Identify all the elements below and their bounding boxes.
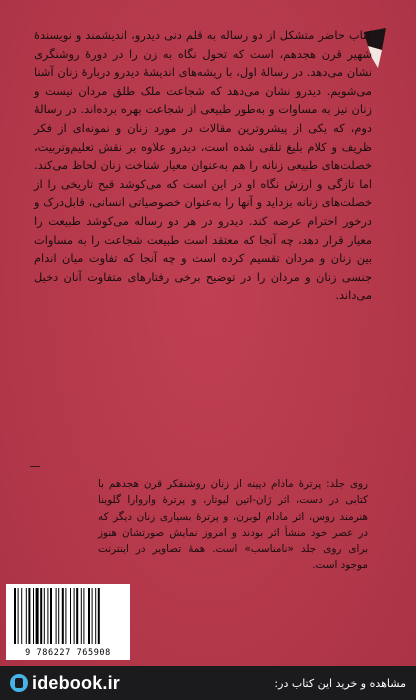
site-name: idebook.ir	[32, 672, 121, 693]
divider	[30, 466, 40, 467]
site-logo[interactable]	[10, 672, 120, 694]
book-icon	[10, 674, 28, 692]
footer-band	[0, 666, 416, 700]
footer-caption: مشاهده و خرید این کتاب در:	[274, 677, 406, 690]
barcode-icon	[12, 588, 124, 644]
cover-credit: روی جلد: پرترهٔ مادام دپینه از زنان روشنفکر قرن هجدهم با کتابی در دست، اثر ژان-اتین لیوتار، و پرترهٔ واروارا گلوینا هنرمند روس، اثر مادام لوبرن، و پرترهٔ بسیاری زنان دیگر که در عصر خود منشأ اثر بودند و امروز نمایش صورتشان هنوز برای روی جلد «نامناسب» است. همهٔ تصاویر در اینترنت موجود است.	[98, 478, 368, 572]
book-description: کتاب حاضر متشکل از دو رساله به قلم دنی دیدرو، اندیشمند و نویسندهٔ شهیر قرن هجدهم، است که تحول نگاه به زن را در دورهٔ روشنگری نشان می‌دهد. در رسالهٔ اول، با ریشه‌های اندیشهٔ دیدرو دربارهٔ زنان آشنا می‌شویم. دیدرو نشان می‌دهد که شجاعت ملک طلق مردان نیست و زنان نیز به مساوات و به‌طور طبیعی از شجاعت بهره برده‌اند. در رسالهٔ دوم، که یکی از پیشروترین مقالات در مورد زنان و نمونه‌ای از فکر ظریف و کلام بلیغ تلقی شده است، دیدرو علاوه بر نقش تعلیم‌وتربیت، خصلت‌های طبیعی زنانه را هم به‌عنوان معیار شناخت زنان لحاظ می‌کند. اما تازگی و ارزش نگاه او در این است که می‌کوشد قبح تاریخی را از خصلت‌های زنانه بزداید و آنها را به‌عنوان خصوصیاتی انسانی، قابل‌درک و درخور احترام عرضه کند. دیدرو در هر دو رساله می‌کوشد طبیعت را معیار قرار دهد، چه آنجا که معتقد است طبیعت شجاعت را به مساوات بین زنان و مردان تقسیم کرده است و چه آنجا که تفاوت میان اندام جنسی زنان و مردان را در توضیح برخی رفتارهای متفاوت آنان دخیل می‌داند.	[34, 28, 372, 303]
isbn-number: 9 786227 765908	[25, 648, 111, 658]
isbn-barcode	[6, 584, 130, 660]
